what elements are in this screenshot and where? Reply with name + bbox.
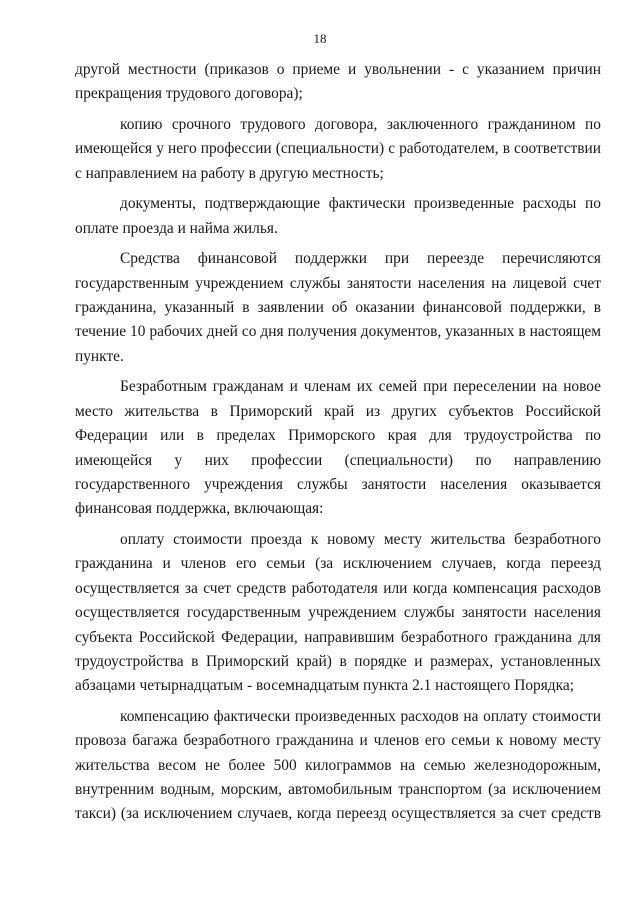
text-line: провоза багажа безработного гражданина и членов его семьи к новому месту xyxy=(75,732,601,750)
text-line: имеющейся у него профессии (специальности) с работодателем, в соответствии xyxy=(75,140,601,158)
text-line: такси) (за исключением случаев, когда переезд осуществляется за счет средств xyxy=(75,805,601,823)
text-line: пункте. xyxy=(75,347,124,365)
paragraph xyxy=(75,113,601,186)
document-body xyxy=(75,58,601,827)
text-line: документы, подтверждающие фактически произведенные расходы по xyxy=(120,195,601,213)
paragraph xyxy=(75,58,601,107)
text-line: имеющейся у них профессии (специальности) по направлению xyxy=(75,451,601,469)
text-line: внутренним водным, морским, автомобильным транспортом (за исключением xyxy=(75,781,601,799)
text-line: течение 10 рабочих дней со дня получения документов, указанных в настоящем xyxy=(75,323,601,341)
text-line: Федерации или в пределах Приморского края для трудоустройства по xyxy=(75,427,601,445)
text-line: жительства весом не более 500 килограммов на семью железнодорожным, xyxy=(75,756,601,774)
text-line: место жительства в Приморский край из других субъектов Российской xyxy=(75,402,601,420)
text-line: прекращения трудового договора); xyxy=(75,85,303,103)
text-line: осуществляется за счет средств работодателя или когда компенсация расходов xyxy=(75,579,601,597)
text-line: Средства финансовой поддержки при переезде перечисляются xyxy=(120,250,601,268)
page-number: 18 xyxy=(313,31,327,46)
paragraph xyxy=(75,528,601,699)
text-line: финансовая поддержка, включающая: xyxy=(75,500,324,518)
paragraph xyxy=(75,375,601,521)
text-line: оплате проезда и найма жилья. xyxy=(75,219,278,237)
text-line: гражданина и членов его семьи (за исключением случаев, когда переезд xyxy=(75,555,601,573)
paragraph xyxy=(75,192,601,241)
text-line: копию срочного трудового договора, заключенного гражданином по xyxy=(120,115,601,133)
text-line: оплату стоимости проезда к новому месту жительства безработного xyxy=(120,530,601,548)
text-line: с направлением на работу в другую местность; xyxy=(75,164,384,182)
text-line: абзацами четырнадцатым - восемнадцатым пункта 2.1 настоящего Порядка; xyxy=(75,677,574,695)
text-line: другой местности (приказов о приеме и увольнении - с указанием причин xyxy=(75,61,601,78)
paragraph xyxy=(75,247,601,369)
text-line: субъекта Российской Федерации, направившим безработного гражданина для xyxy=(75,628,601,646)
text-line: государственного учреждения службы занятости населения оказывается xyxy=(75,476,601,493)
text-line: Безработным гражданам и членам их семей при переселении на новое xyxy=(120,378,601,396)
text-line: осуществляется государственным учреждением службы занятости населения xyxy=(75,604,601,622)
text-line: государственным учреждением службы занятости населения на лицевой счет xyxy=(75,274,601,292)
text-line: трудоустройства в Приморский край) в порядке и размерах, установленных xyxy=(75,652,601,670)
text-line: гражданина, указанный в заявлении об оказании финансовой поддержки, в xyxy=(75,299,601,317)
paragraph xyxy=(75,705,601,827)
text-line: компенсацию фактически произведенных расходов на оплату стоимости xyxy=(120,707,601,725)
